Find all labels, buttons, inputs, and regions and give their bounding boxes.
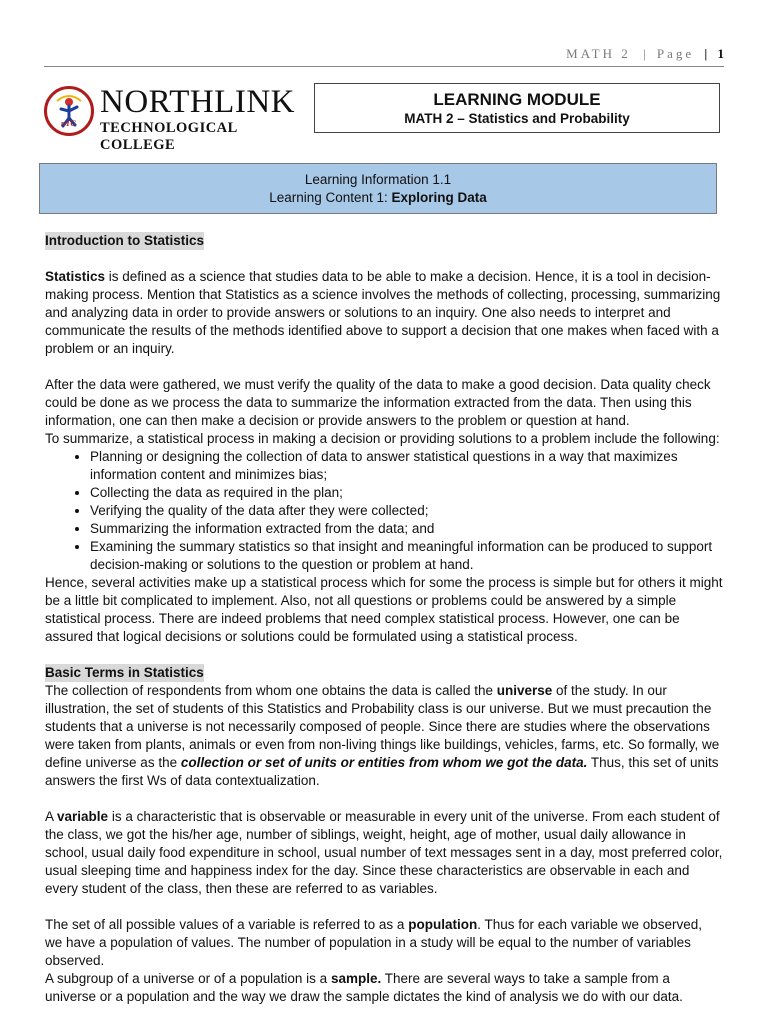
header-page-word: Page bbox=[656, 46, 695, 61]
term-universe: universe bbox=[496, 683, 553, 698]
paragraph-text: is defined as a science that studies data to be able to make a decision. Hence, it is a tool in decision-making process. Mention that Statistics as a science involves the methods of collecting, processing, summarizing and analyzing data in order to provide answers or solutions to an inquiry. One also needs to interpret and communicate the results of the methods identified above to support a decision that one makes when faced with a problem or an inquiry. bbox=[45, 269, 721, 356]
list-item: • Summarizing the information extracted from the data; and bbox=[90, 520, 723, 538]
header-separator: | bbox=[642, 46, 649, 61]
paragraph bbox=[45, 268, 723, 358]
learning-content-topic: Exploring Data bbox=[391, 190, 487, 205]
document-body bbox=[45, 232, 723, 1006]
learning-information-title: Learning Information 1.1 bbox=[304, 172, 452, 187]
list-item: • Planning or designing the collection of data to answer statistical questions in a way that maximizes information content and minimizes bias; bbox=[90, 448, 723, 484]
list-item: • Verifying the quality of the data after they were collected; bbox=[90, 502, 723, 520]
list-item: • Collecting the data as required in the plan; bbox=[90, 484, 723, 502]
paragraph bbox=[45, 808, 723, 898]
term-population: population bbox=[408, 917, 478, 932]
college-logo bbox=[44, 84, 304, 153]
learning-module-box bbox=[314, 83, 720, 133]
college-name: NORTHLINK bbox=[100, 84, 295, 120]
section-heading-introduction: Introduction to Statistics bbox=[45, 233, 205, 248]
learning-content-title bbox=[40, 189, 716, 207]
paragraph bbox=[45, 970, 723, 1006]
paragraph-text: of the study. In our illustration, the set of students of this Statistics and Probability class is our universe. But we must precaution the students that a universe is not necessarily composed of people. Since there are studies where the observations were taken from plants, animals or even from non-living things like buildings, vehicles, farms, etc. So formally, we define universe as the bbox=[45, 683, 720, 770]
learning-content-prefix: Learning Content 1: bbox=[269, 190, 392, 205]
paragraph-text: There are several ways to take a sample from a universe or a population and the way we draw the sample dictates the kind of analysis we do with our data. bbox=[45, 971, 683, 1004]
paragraph-text: . Thus for each variable we observed, we have a population of values. The number of population in a study will be equal to the number of variables observed. bbox=[45, 917, 703, 968]
paragraph: Hence, several activities make up a statistical process which for some the process is simple but for others it might be a little bit complicated to implement. Also, not all questions or problems could be answered by a simple statistical process. There are indeed problems that need complex statistical process. However, one can be assured that logical decisions or solutions could be formulated using a statistical process. bbox=[45, 575, 723, 644]
college-subtitle: TECHNOLOGICAL COLLEGE bbox=[100, 120, 238, 153]
term-statistics: Statistics bbox=[45, 269, 106, 284]
section-heading-basic-terms: Basic Terms in Statistics bbox=[45, 665, 204, 680]
paragraph-text: The set of all possible values of a variable is referred to as a bbox=[45, 917, 409, 932]
header-rule bbox=[44, 66, 724, 67]
paragraph-text: A bbox=[45, 809, 58, 824]
college-emblem-icon bbox=[44, 86, 94, 136]
term-sample: sample. bbox=[330, 971, 382, 986]
paragraph-text: Thus, this set of units answers the first Ws of data contextualization. bbox=[45, 755, 719, 788]
paragraph-text: A subgroup of a universe or of a population is a bbox=[45, 971, 331, 986]
page-number: 1 bbox=[717, 46, 724, 61]
module-title: LEARNING MODULE bbox=[433, 90, 601, 109]
paragraph bbox=[45, 682, 723, 790]
header-course: MATH 2 bbox=[566, 46, 631, 61]
paragraph: To summarize, a statistical process in making a decision or providing solutions to a problem include the following: bbox=[45, 431, 720, 446]
module-subtitle: MATH 2 – Statistics and Probability bbox=[404, 111, 630, 126]
paragraph-text: is a characteristic that is observable or measurable in every unit of the universe. From each student of the class, we got the his/her age, number of siblings, weight, height, age of mother, usual daily allowance in school, usual daily food expenditure in school, usual number of text messages sent in a day, most preferred color, usual sleeping time and happiness index for the day. Since these characteristics are observable in each and every student of the class, then these are referred to as variables. bbox=[45, 809, 723, 896]
header-separator-2: | bbox=[704, 46, 708, 61]
term-variable: variable bbox=[57, 809, 109, 824]
emblem-text: nTC bbox=[61, 119, 76, 128]
paragraph: After the data were gathered, we must verify the quality of the data to make a good decision. Data quality check could be done as we process the data to summarize the information extracted from the data. Then using this information, one can then make a decision or provide answers to the problem or question at hand. bbox=[45, 377, 711, 428]
paragraph bbox=[45, 916, 723, 970]
process-steps-list bbox=[45, 448, 723, 574]
paragraph-text: The collection of respondents from whom one obtains the data is called the bbox=[45, 683, 497, 698]
list-item: • Examining the summary statistics so that insight and meaningful information can be produced to support decision-making or solutions to the question or problem at hand. bbox=[90, 538, 723, 574]
learning-information-box bbox=[39, 163, 717, 214]
definition-universe: collection or set of units or entities from whom we got the data. bbox=[180, 755, 588, 770]
page-header bbox=[566, 46, 724, 62]
